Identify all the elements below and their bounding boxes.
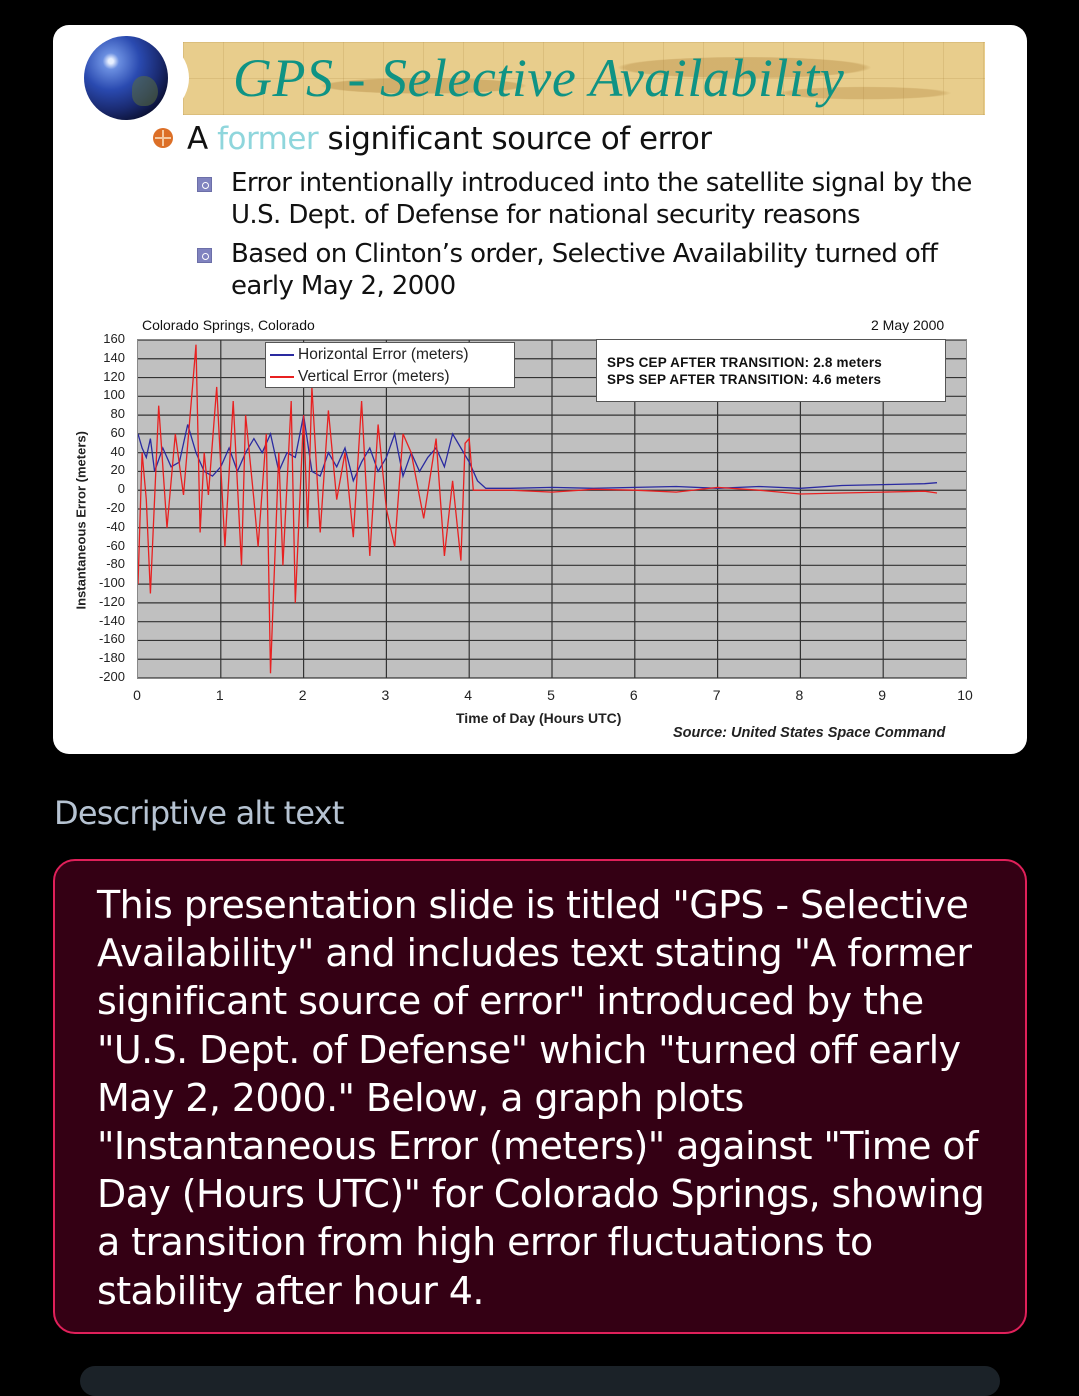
y-axis-title: Instantaneous Error (meters) [73, 431, 89, 610]
y-tick-label: -140 [98, 612, 125, 628]
x-tick-label: 9 [878, 687, 887, 703]
globe-icon [84, 36, 168, 120]
alt-text-box[interactable] [53, 859, 1027, 1334]
alt-text-heading: Descriptive alt text [54, 794, 344, 832]
x-axis-title: Time of Day (Hours UTC) [456, 710, 622, 726]
y-tick-label: 40 [110, 443, 125, 459]
y-tick-label: -120 [98, 593, 125, 609]
x-tick-label: 8 [795, 687, 804, 703]
square-bullet-icon [197, 248, 212, 263]
y-tick-label: 0 [117, 481, 125, 497]
x-tick-label: 6 [629, 687, 638, 703]
chart-date-label: 2 May 2000 [871, 317, 945, 333]
y-tick-label: 120 [103, 368, 125, 384]
y-tick-label: 100 [103, 387, 125, 403]
y-tick-label: 20 [110, 462, 125, 478]
chart-legend [265, 342, 515, 388]
y-tick-label: -100 [98, 575, 125, 591]
y-tick-label: 160 [103, 331, 125, 346]
y-tick-label: 140 [103, 349, 125, 365]
main-bullet [153, 121, 712, 157]
sub-bullet-text: Based on Clinton’s order, Selective Availability turned off early May 2, 2000 [231, 239, 938, 301]
chart-source: Source: United States Space Command [673, 725, 946, 741]
y-tick-label: 60 [110, 424, 125, 440]
transition-annotation [596, 339, 946, 402]
alt-text-content: This presentation slide is titled "GPS - Selective Availability" and includes text stating "A former significant source of error" introduced by the "U.S. Dept. of Defense" which "turned off early May 2, 2000." Below, a graph plots "Instantaneous Error (meters)" against "Time of Day (Hours UTC)" for Colorado Springs, showing a transition from high error fluctuations to stability after hour 4. [97, 883, 985, 1313]
legend-label: Vertical Error (meters) [298, 368, 450, 385]
cep-annotation: SPS CEP AFTER TRANSITION: 2.8 meters [607, 355, 883, 370]
x-tick-label: 2 [298, 687, 307, 703]
x-tick-label: 1 [215, 687, 224, 703]
y-tick-label: 80 [110, 406, 125, 422]
y-tick-label: -20 [106, 500, 125, 515]
square-bullet-icon [197, 177, 212, 192]
legend-item-vertical [270, 368, 450, 386]
sub-bullet-text: Error intentionally introduced into the satellite signal by the U.S. Dept. of Defense for national security reasons [231, 168, 972, 230]
legend-item-horizontal [270, 346, 469, 364]
y-tick-label: -200 [98, 669, 125, 684]
chart-location-label: Colorado Springs, Colorado [142, 317, 315, 333]
y-tick-label: -160 [98, 631, 125, 647]
x-tick-label: 0 [133, 687, 141, 703]
sep-annotation: SPS SEP AFTER TRANSITION: 4.6 meters [607, 372, 882, 387]
x-tick-label: 5 [547, 687, 555, 703]
y-tick-label: -180 [98, 650, 125, 666]
series-line [138, 415, 937, 488]
legend-swatch [270, 354, 294, 356]
slide-title: GPS - Selective Availability [233, 48, 845, 108]
x-tick-label: 4 [464, 687, 473, 703]
orange-target-bullet-icon [153, 128, 173, 148]
x-tick-label: 7 [712, 687, 721, 703]
y-tick-label: -80 [106, 556, 125, 572]
bullet-suffix: significant source of error [327, 121, 712, 157]
y-tick-label: -60 [106, 537, 125, 553]
slide-image [53, 25, 1027, 754]
x-tick-label: 10 [957, 687, 973, 703]
y-tick-label: -40 [106, 518, 125, 534]
x-tick-label: 3 [381, 687, 390, 703]
legend-swatch [270, 376, 294, 378]
legend-label: Horizontal Error (meters) [298, 346, 469, 363]
bullet-highlight: former [217, 121, 319, 157]
next-card [80, 1366, 1000, 1396]
bullet-prefix: A [187, 121, 208, 157]
